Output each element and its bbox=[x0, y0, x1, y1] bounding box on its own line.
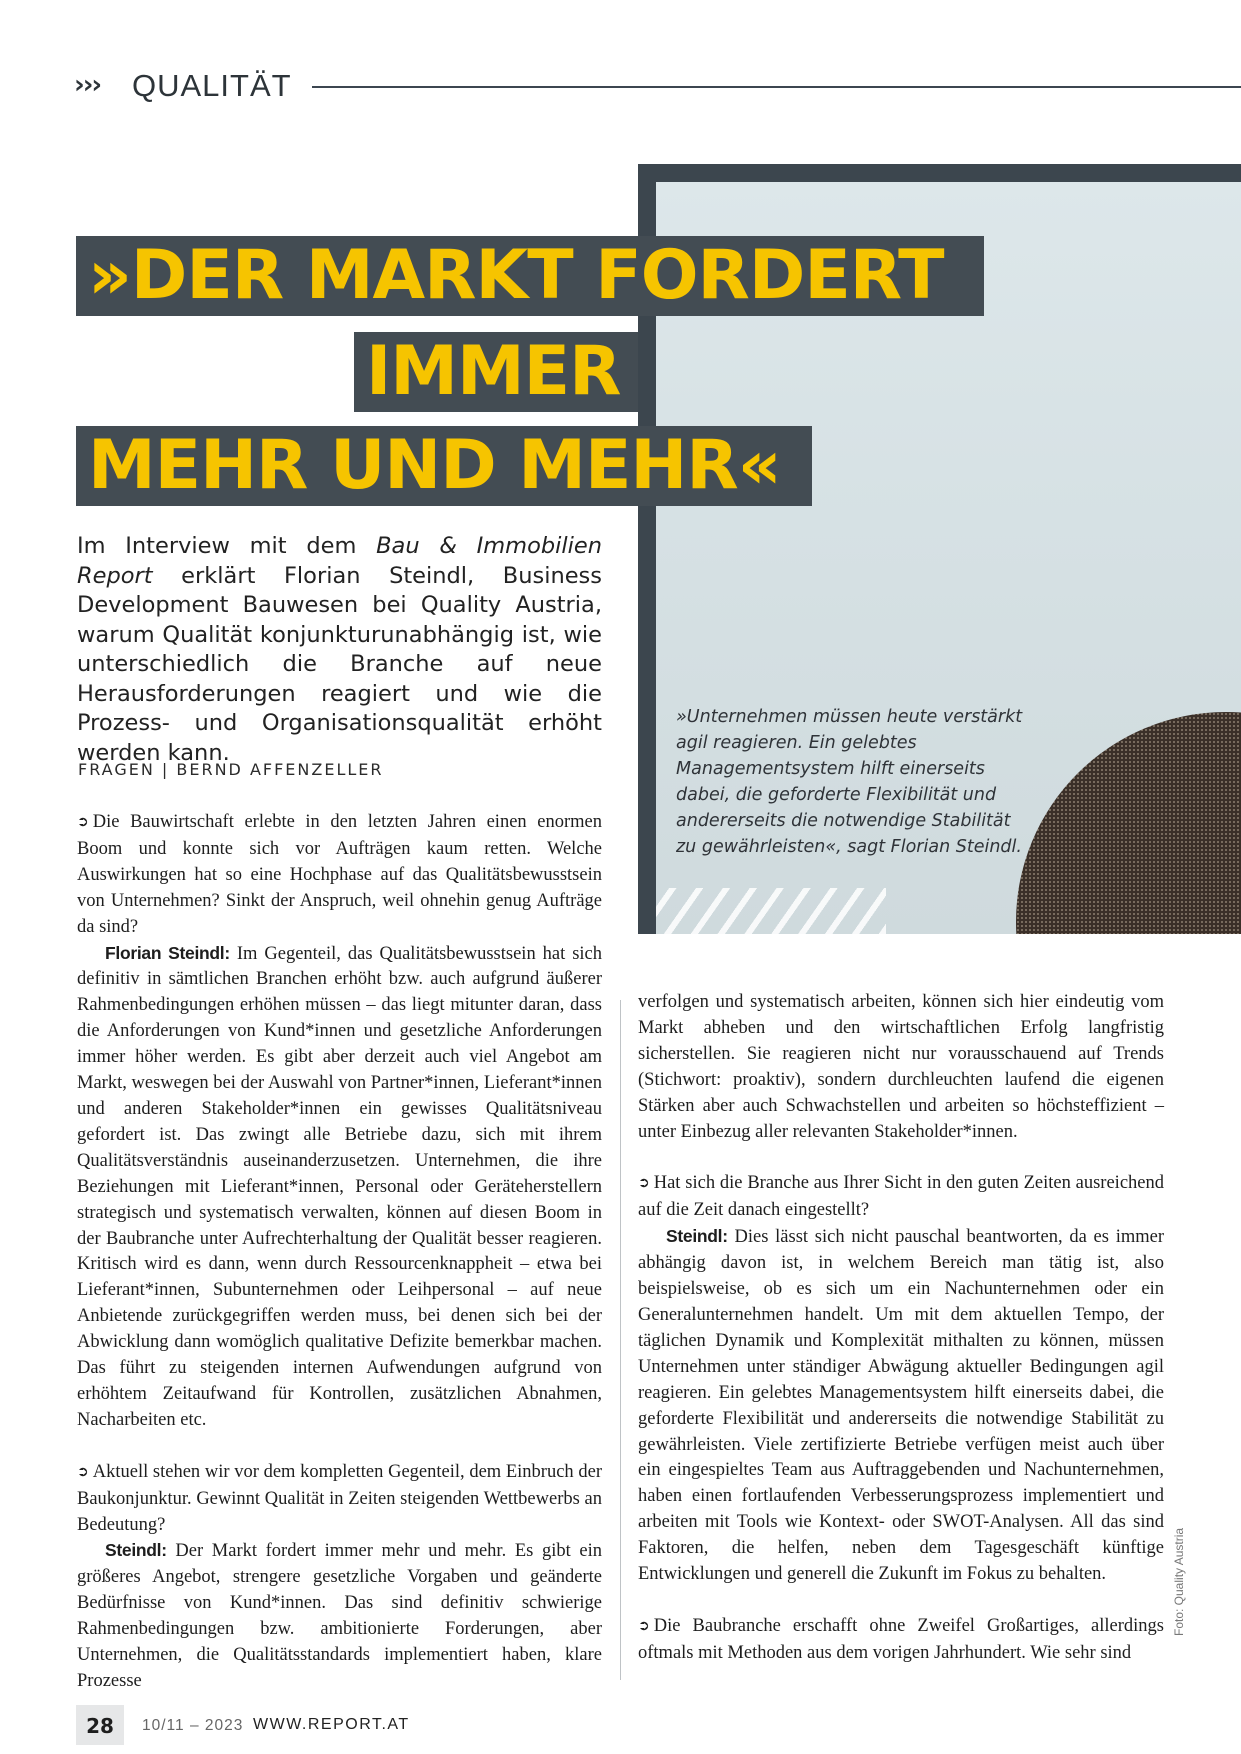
answer-2-text: Der Markt fordert immer mehr und mehr. Es gibt ein größeres Angebot, strengere gesetzliche Vorgaben und geänderte Bedürfnisse von Kund*innen. Das sind definitiv schwierige Rahmenbedingungen bzw. ambitionierte Forderungen, aber Unternehmen, die Qualitätsstandards implementiert haben, klare Prozesse bbox=[77, 1541, 602, 1691]
headline-line-2: IMMER bbox=[354, 332, 638, 412]
question-4-text: Die Baubranche erschafft ohne Zweifel Großartiges, allerdings oftmals mit Methoden aus dem vorigen Jahrhundert. Wie sehr sind bbox=[638, 1615, 1164, 1663]
publication-name: Bau & Immobilien Report bbox=[77, 533, 602, 589]
photo-credit: Foto: Quality Austria bbox=[1172, 1527, 1186, 1636]
question-1 bbox=[77, 810, 602, 941]
header-rule bbox=[312, 86, 1241, 88]
page-number: 28 bbox=[86, 1714, 114, 1738]
circle-arrow-right-icon: ➲ bbox=[77, 814, 89, 830]
answer-1 bbox=[77, 941, 602, 1434]
question-1-text: Die Bauwirtschaft erlebte in den letzten Jahren einen enormen Boom und konnte sich vor Aufträgen kaum retten. Welche Auswirkungen hat so eine Hochphase auf das Qualitätsbewusstsein von Unternehmen? Sinkt der Anspruch, weil ohnehin genug Aufträge da sind? bbox=[77, 812, 602, 937]
intro-paragraph bbox=[77, 532, 602, 768]
body-column-2 bbox=[638, 990, 1164, 1667]
speaker-label: Florian Steindl: bbox=[105, 942, 230, 963]
answer-1-text: Im Gegenteil, das Qualitätsbewusstsein hat sich definitiv in sämtlichen Branchen erhöht bzw. auch aufgrund äußerer Rahmenbedingungen erhöhen müssen – das liegt mitunter daran, dass die Anforderungen von Kund*innen und gesetzliche Anforderungen immer höher werden. Es gibt aber derzeit auch viel Angebot am Markt, weswegen bei der Auswahl von Partner*innen, Lieferant*innen und anderen Stakeholder*innen ein gewisses Qualitätsniveau gefordert ist. Das zwingt alle Betriebe dazu, sich mit ihrem Qualitätsverständnis auseinanderzusetzen. Unternehmen, die ihre Beziehungen mit Lieferant*innen, Personal oder Geräteherstellern strategisch und systematisch verwalten, können auf diesen Boom in der Baubranche unter Aufrechterhaltung der Qualität besser reagieren. Kritisch wird es dann, wenn durch Ressourcenknappheit – etwa bei Lieferant*innen, Subunternehmen oder Leihpersonal – auf neue Anbietende zurückgegriffen werden muss, bei denen sich bei der Abwicklung dann womöglich qualitative Defizite bemerkbar machen. Das führt zu steigenden internen Aufwendungen aufgrund von erhöhtem Zeitaufwand für Kontrollen, zusätzlichen Abnahmen, Nacharbeiten etc. bbox=[77, 943, 603, 1430]
section-title: QUALITÄT bbox=[132, 68, 292, 103]
question-3 bbox=[638, 1171, 1164, 1224]
answer-2-continued: verfolgen und systematisch arbeiten, können sich hier eindeutig vom Markt abheben und den wirtschaftlichen Erfolg langfristig sicherstellen. Sie reagieren nicht nur vorausschauend auf Trends (Stichwort: proaktiv), sondern durchleuchten laufend die eigenen Stärken aber auch Schwachstellen und arbeiten so höchsteffizient – unter Einbezug aller relevanten Stakeholder*innen. bbox=[638, 992, 1164, 1142]
question-3-text: Hat sich die Branche aus Ihrer Sicht in den guten Zeiten ausreichend auf die Zeit danach eingestellt? bbox=[638, 1173, 1164, 1221]
byline: FRAGEN | BERND AFFENZELLER bbox=[78, 760, 384, 779]
answer-2 bbox=[77, 1538, 602, 1694]
header-chevrons: ››› bbox=[74, 70, 101, 100]
stripe-decoration bbox=[656, 888, 886, 934]
circle-arrow-right-icon: ➲ bbox=[77, 1463, 89, 1480]
jacket-shoulder bbox=[1016, 712, 1241, 934]
column-divider bbox=[620, 1000, 621, 1680]
speaker-label: Steindl: bbox=[666, 1226, 728, 1247]
issue-date: 10/11 – 2023 bbox=[142, 1717, 244, 1734]
question-4 bbox=[638, 1614, 1164, 1667]
circle-arrow-right-icon: ➲ bbox=[638, 1175, 650, 1192]
question-2-text: Aktuell stehen wir vor dem kompletten Gegenteil, dem Einbruch der Baukonjunktur. Gewinnt Qualität in Zeiten steigenden Wettbewerbs an Bedeutung? bbox=[77, 1461, 602, 1535]
intro-part-2: erklärt Florian Steindl, Business Development Bauwesen bei Quality Austria, warum Qualität konjunkturunabhängig ist, wie unterschiedlich die Branche auf neue Herausforderungen reagiert und wie die Prozess- und Organisationsqualität erhöht werden kann. bbox=[77, 562, 602, 766]
photo-caption: »Unternehmen müssen heute verstärkt agil reagieren. Ein gelebtes Managementsystem hilft einerseits dabei, die geforderte Flexibilität und andererseits die notwendige Stabilität zu gewährleisten«, sagt Florian Steindl. bbox=[676, 707, 1023, 857]
headline-line-1: »DER MARKT FORDERT bbox=[76, 236, 984, 316]
question-2 bbox=[77, 1460, 602, 1539]
answer-3 bbox=[638, 1224, 1164, 1588]
speaker-label: Steindl: bbox=[105, 1540, 167, 1561]
body-column-1 bbox=[77, 810, 602, 1695]
intro-part-1: Im Interview mit dem bbox=[77, 533, 377, 559]
circle-arrow-right-icon: ➲ bbox=[638, 1617, 650, 1634]
answer-3-text: Dies lässt sich nicht pauschal beantworten, da es immer abhängig davon ist, in welchem Bereich man tätig ist, also beispielsweise, ob es sich um ein Nachunternehmen oder ein Generalunternehmen handelt. Um mit dem aktuellen Tempo, der täglichen Dynamik und Komplexität mithalten zu können, müssen Unternehmen unter ständiger Abwägung aktueller Bedingungen agil reagieren. Ein gelebtes Managementsystem hilft einerseits dabei, die geforderte Flexibilität und andererseits die notwendige Stabilität zu gewährleisten. Viele zertifizierte Betriebe verfügen meist auch über ein eingespieltes Team aus Auftraggebenden und Nachunternehmen, haben einen fortlaufenden Verbesserungsprozess implementiert und arbeiten mit Tools wie Kontext- oder SWOT-Analysen. All das sind Faktoren, die helfen, neben dem Tagesgeschäft künftige Entwicklungen und generell die Zukunft im Fokus zu behalten. bbox=[638, 1227, 1164, 1585]
website-link[interactable]: WWW.REPORT.AT bbox=[253, 1716, 410, 1733]
headline-line-3: MEHR UND MEHR« bbox=[76, 426, 812, 506]
